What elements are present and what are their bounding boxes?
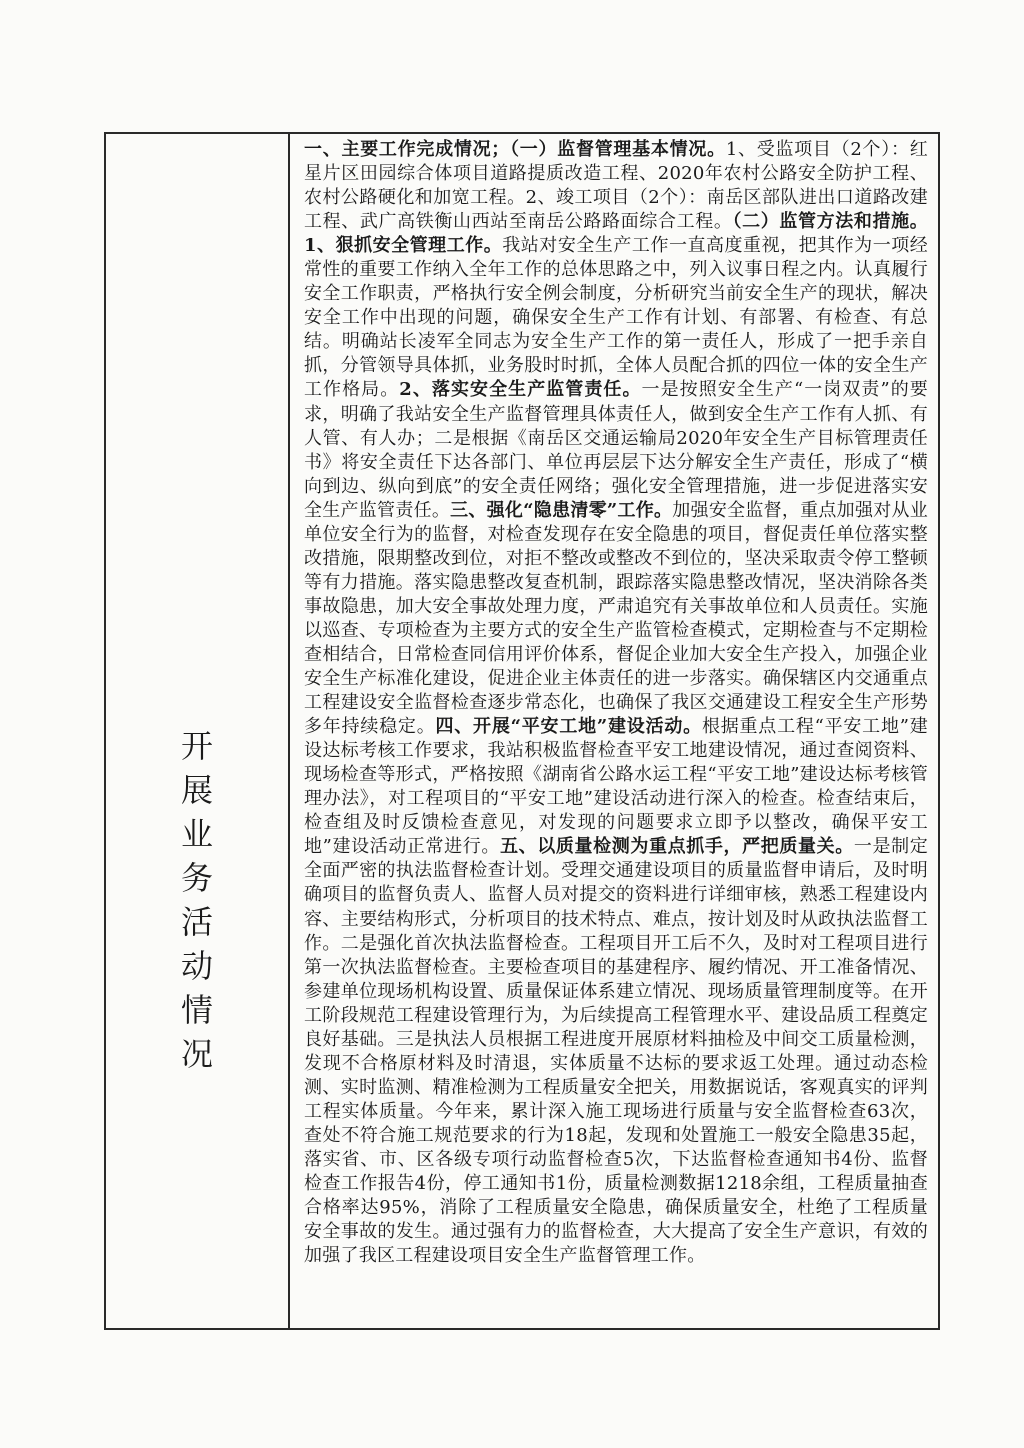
body-responsibility: 一是按照安全生产“一岗双责”的要求，明确了我站安全生产监督管理具体责任人，做到安全生产工作有人抓、有人管、有人办；二是根据《南岳区交通运输局2020年安全生产目标管理责任书》将安全责任下达各部门、单位再层层下达分解安全生产责任，形成了“横向到边、纵向到底”的安全责任网络；强化安全管理措施，进一步促进落实安全生产监管责任。 xyxy=(304,379,929,521)
label-char: 动 xyxy=(180,947,213,985)
label-char: 务 xyxy=(180,859,213,897)
heading-main-work: 一、主要工作完成情况；（一）监督管理基本情况。 xyxy=(304,139,726,160)
heading-responsibility: 2、落实安全生产监管责任。 xyxy=(399,379,642,401)
label-char: 开 xyxy=(180,727,213,765)
row-label-cell xyxy=(106,134,290,1328)
body-safety-management: 我站对安全生产工作一直高度重视，把其作为一项经常性的重要工作纳入全年工作的总体思路之中，列入议事日程之内。认真履行安全工作职责，严格执行安全例会制度，分析研究当前安全生产的现状，解决安全工作中出现的问题，确保安全生产工作有计划、有部署、有检查、有总结。明确站长凌军全同志为安全生产工作的第一责任人，形成了一把手亲自抓，分管领导具体抓，业务股时时抓，全体人员配合抓的四位一体的安全生产工作格局。 xyxy=(304,235,928,401)
body-hazard-clearing: 加强安全监督，重点加强对从业单位安全行为的监督，对检查发现存在安全隐患的项目，督促责任单位落实整改措施，限期整改到位，对拒不整改或整改不到位的，坚决采取责令停工整顿等有力措施。落实隐患整改复查机制，跟踪落实隐患整改情况，坚决消除各类事故隐患，加大安全事故处理力度，严肃追究有关事故单位和人员责任。实施以巡查、专项检查为主要方式的安全生产监管检查模式，定期检查与不定期检查相结合，日常检查同信用评价体系，督促企业加大安全生产投入，加强企业安全生产标准化建设，促进企业主体责任的进一步落实。确保辖区内交通重点工程建设安全监督检查逐步常态化，也确保了我区交通建设工程安全生产形势多年持续稳定。 xyxy=(304,499,928,738)
heading-methods: （二）监管方法和措施。1、狠抓安全管理工作。 xyxy=(304,211,929,257)
report-table xyxy=(104,132,940,1330)
heading-safe-site: 四、开展“平安工地”建设活动。 xyxy=(435,716,702,738)
row-label xyxy=(106,724,288,1076)
body-quality: 一是制定全面严密的执法监督检查计划。受理交通建设项目的质量监督申请后，及时明确项目的监督负责人、监督人员对提交的资料进行详细审核，熟悉工程建设内容、主要结构形式，分析项目的技术特点、难点，按计划及时从政执法监督工作。二是强化首次执法监督检查。工程项目开工后不久，及时对工程项目进行第一次执法监督检查。主要检查项目的基建程序、履约情况、开工准备情况、参建单位现场机构设置、质量保证体系建立情况、现场质量管理制度等。在开工阶段规范工程建设管理行为，为后续提高工程管理水平、建设品质工程奠定良好基础。三是执法人员根据工程进度开展原材料抽检及中间交工质量检测，发现不合格原材料及时清退，实体质量不达标的要求返工处理。通过动态检测、实时监测、精准检测为工程质量安全把关，用数据说话，客观真实的评判工程实体质量。今年来，累计深入施工现场进行质量与安全监督检查63次，查处不符合施工规范要求的行为18起，发现和处置施工一般安全隐患35起，落实省、市、区各级专项行动监督检查5次，下达监督检查通知书4份、监督检查工作报告4份，停工通知书1份，质量检测数据1218余组，工程质量抽查合格率达95%，消除了工程质量安全隐患，确保质量安全，杜绝了工程质量安全事故的发生。通过强有力的监督检查，大大提高了安全生产意识，有效的加强了我区工程建设项目安全生产监督管理工作。 xyxy=(304,836,929,1267)
body-safe-site: 根据重点工程“平安工地”建设达标考核工作要求，我站积极监督检查平安工地建设情况，通过查阅资料、现场检查等形式，严格按照《湖南省公路水运工程“平安工地”建设达标考核管理办法》，对工程项目的“平安工地”建设活动进行深入的检查。检查结束后，检查组及时反馈检查意见，对发现的问题要求立即予以整改，确保平安工地”建设活动正常进行。 xyxy=(304,716,928,858)
label-char: 业 xyxy=(180,815,213,853)
body-projects: 1、受监项目（2个）：红星片区田园综合体项目道路提质改造工程、2020年农村公路安全防护工程、农村公路硬化和加宽工程。2、竣工项目（2个）：南岳区部队进出口道路改建工程、武广高铁衡山西站至南岳公路路面综合工程。 xyxy=(304,139,929,233)
work-summary-text xyxy=(304,138,928,1268)
label-char: 活 xyxy=(180,903,213,941)
label-char: 展 xyxy=(180,771,213,809)
heading-quality: 五、以质量检测为重点抓手，严把质量关。 xyxy=(500,836,854,858)
label-char: 况 xyxy=(180,1035,213,1073)
content-cell xyxy=(290,134,938,1328)
label-char: 情 xyxy=(180,991,213,1029)
heading-hazard-clearing: 三、强化“隐患清零”工作。 xyxy=(450,499,673,521)
